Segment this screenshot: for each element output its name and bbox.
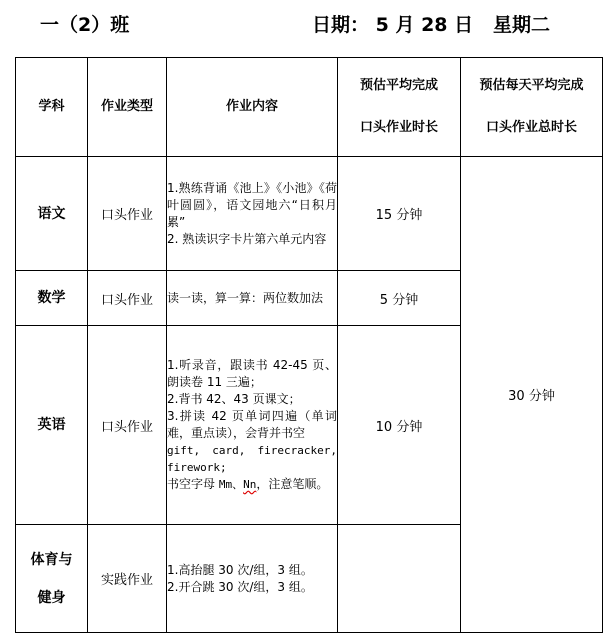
content-cell xyxy=(167,525,338,633)
header-total-time xyxy=(461,58,603,157)
content-cell xyxy=(167,157,338,271)
weekday: 星期二 xyxy=(493,14,551,36)
table-row xyxy=(16,157,603,271)
class-title: 一（2）班 xyxy=(40,14,130,36)
content-cell xyxy=(167,271,338,326)
type-cell: 口头作业 xyxy=(88,157,167,271)
date-value: 5 月 28 日 xyxy=(375,14,474,36)
type-cell: 口头作业 xyxy=(88,271,167,326)
header-content: 作业内容 xyxy=(167,58,338,157)
type-cell: 实践作业 xyxy=(88,525,167,633)
content-line: 1.高抬腿 30 次/组，3 组。 xyxy=(167,562,313,577)
date-line xyxy=(312,10,550,37)
content-fragment: Nn xyxy=(243,478,257,491)
header-avg-time xyxy=(338,58,461,157)
content-fragment: 书空字母 xyxy=(167,477,216,491)
time-cell: 10 分钟 xyxy=(338,326,461,525)
subject-cell: 英语 xyxy=(16,326,88,525)
subject-cell: 数学 xyxy=(16,271,88,326)
table-header-row xyxy=(16,58,603,157)
header-total-time-line2: 口头作业总时长 xyxy=(485,120,577,135)
content-line: 3.拼读 42 页单词四遍（单词难，重点读），会背并书空 xyxy=(167,409,337,440)
homework-table xyxy=(15,57,603,633)
header-avg-time-line2: 口头作业时长 xyxy=(359,120,438,135)
header-type: 作业类型 xyxy=(88,58,167,157)
content-line xyxy=(167,476,337,493)
subject-line1: 体育与 xyxy=(30,551,73,568)
content-fragment: ，注意笔顺。 xyxy=(256,477,329,491)
content-fragment: Mm、 xyxy=(218,478,244,491)
date-label: 日期： xyxy=(312,14,370,36)
content-line: gift, card, firecracker, firework; xyxy=(167,444,337,474)
content-line: 2. 熟读识字卡片第六单元内容 xyxy=(167,231,327,246)
content-line: 2.背书 42、43 页课文； xyxy=(167,392,301,406)
header-total-time-line1: 预估每天平均完成 xyxy=(479,78,584,93)
subject-cell xyxy=(16,525,88,633)
content-cell xyxy=(167,326,338,525)
total-time-cell: 30 分钟 xyxy=(461,157,603,633)
time-cell xyxy=(338,525,461,633)
time-cell: 15 分钟 xyxy=(338,157,461,271)
content-line: 2.开合跳 30 次/组，3 组。 xyxy=(167,579,313,594)
time-cell: 5 分钟 xyxy=(338,271,461,326)
header-avg-time-line1: 预估平均完成 xyxy=(359,78,438,93)
subject-cell: 语文 xyxy=(16,157,88,271)
header-subject: 学科 xyxy=(16,58,88,157)
content-line: 1.听录音，跟读书 42-45 页、朗读卷 11 三遍； xyxy=(167,358,337,389)
subject-line2: 健身 xyxy=(37,589,66,606)
type-cell: 口头作业 xyxy=(88,326,167,525)
content-line: 1.熟练背诵《池上》《小池》《荷叶圆圆》，语文园地六“日积月累” xyxy=(167,180,337,229)
content-line: 读一读，算一算：两位数加法 xyxy=(167,290,324,305)
